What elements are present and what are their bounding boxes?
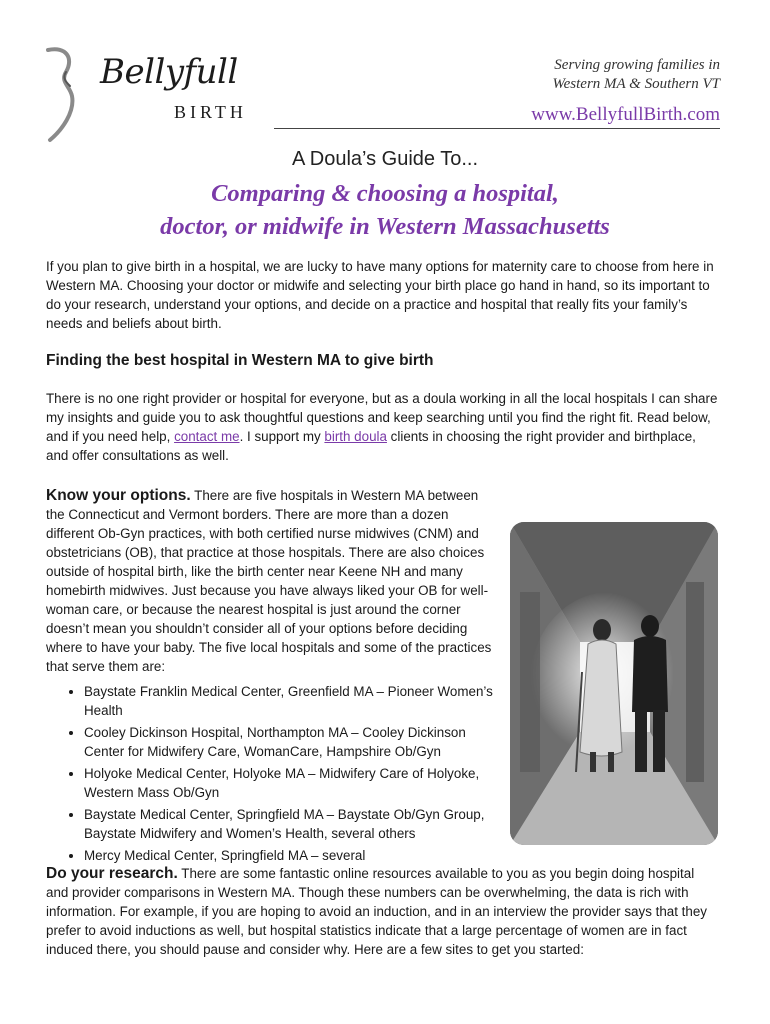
hospital-hallway-photo [510,522,718,845]
brand-name: Bellyfull [100,52,238,92]
bellyfull-logo [44,44,274,144]
guide-title: A Doula’s Guide To... [291,148,479,170]
header-divider [274,128,720,129]
options-section [46,486,718,868]
finding-text-3: clients in choosing the right provider and birthplace, and offer consultations as well. [46,429,696,463]
options-text: There are five hospitals in Western MA between the Connecticut and Vermont borders. There are more than a dozen different Ob-Gyn practices, with both certified nurse midwives (CNM) and obstetricians (OB), that practice at those hospitals. There are also choices outside of hospital birth, like the birth center near Keene NH and many homebirth midwives. Just because you have always liked your OB for well-woman care, or because the nearest hospital is just around the corner doesn’t mean you shouldn’t consider all of your options before deciding where to have your baby. The five local hospitals and some of the practices that serve them are: [46,488,492,674]
research-lead: Do your research. [46,865,178,882]
tagline-line-2: Western MA & Southern VT [552,76,720,92]
intro-paragraph [46,257,718,333]
finding-heading: Finding the best hospital in Western MA to give birth [46,352,434,369]
list-item: • Holyoke Medical Center, Holyoke MA – Midwifery Care of Holyoke, Western Mass Ob/Gyn [84,764,718,802]
belly-swirl-icon [44,44,104,144]
finding-text-2: . I support my [239,429,325,444]
brand-subtitle: BIRTH [174,102,247,122]
contact-me-link[interactable]: contact me [174,429,240,444]
main-title-line-2: doctor, or midwife in Western Massachusetts [160,213,610,240]
intro-text: If you plan to give birth in a hospital, we are lucky to have many options for maternity care to choose from here in Western MA. Choosing your doctor or midwife and selecting your birth place go hand in hand, so its important to do your research, understand your options, and decide on a practice and hospital that really fits your family’s needs and beliefs about birth. [46,259,714,331]
birth-doula-link[interactable]: birth doula [324,429,387,444]
finding-paragraph [46,389,718,465]
research-text: There are some fantastic online resources available to you as you begin doing hospital and provider comparisons in Western MA. Though these numbers can be overwhelming, the data is rich with information. For example, if you are hoping to avoid an induction, and in an interview the provider says that they prefer to avoid inductions as well, but hospital statistics indicate that a large percentage of women are in fact induced there, you should pause and consider why. Here are a few sites to get you started: [46,866,707,957]
main-title-line-1: Comparing & choosing a hospital, [211,180,559,207]
finding-text-1: There is no one right provider or hospital for everyone, but as a doula working in all the local hospitals I can share my insights and guide you to ask thoughtful questions and keep searching until you find the right fit. Read below, and if you need help, [46,391,718,444]
main-title [0,177,770,243]
list-item: • Baystate Medical Center, Springfield MA – Baystate Ob/Gyn Group, Baystate Midwifery and Women’s Health, several others [84,805,718,843]
website-link[interactable]: www.BellyfullBirth.com [531,104,720,125]
list-item: • Cooley Dickinson Hospital, Northampton MA – Cooley Dickinson Center for Midwifery Care, WomanCare, Hampshire Ob/Gyn [84,723,718,761]
list-item: • Baystate Franklin Medical Center, Greenfield MA – Pioneer Women’s Health [84,682,718,720]
options-lead: Know your options. [46,487,191,504]
tagline [553,56,721,94]
list-item: • Mercy Medical Center, Springfield MA – several [84,846,718,865]
research-paragraph [46,864,718,959]
tagline-line-1: Serving growing families in [554,57,720,73]
